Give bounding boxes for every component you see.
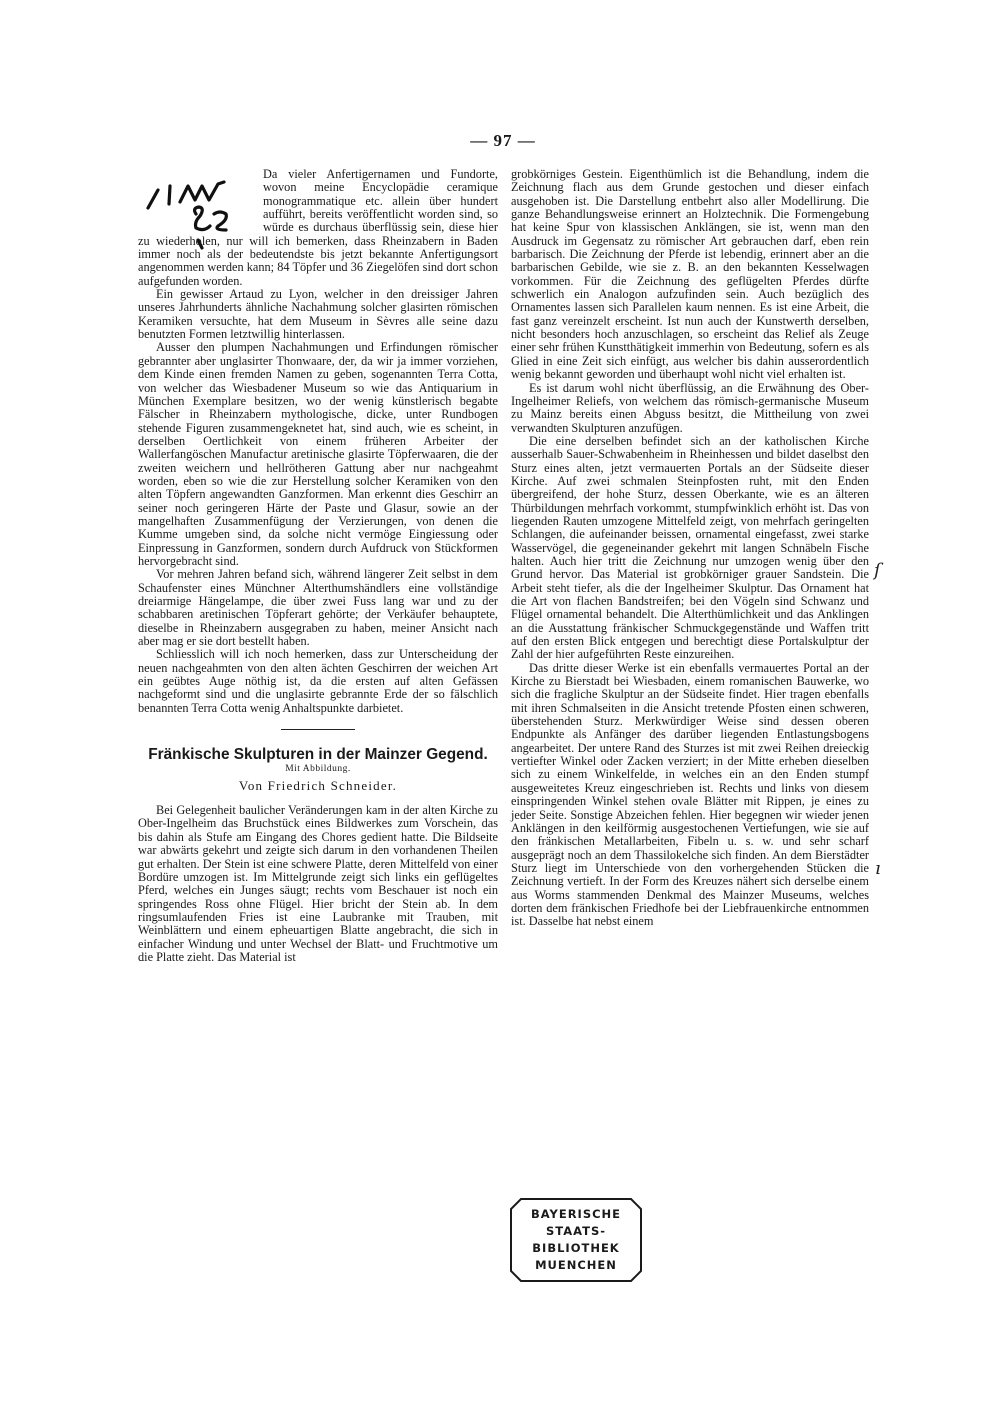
paragraph: grobkörniges Gestein. Eigenthümlich ist die Behandlung, indem die Zeichnung flach aus dem Grunde gestochen und dieser einfach ausgehoben ist. Die Darstellung entbehrt also aller Modellirung. Die ganze Behandlungsweise erinnert an Holztechnik. Die Formengebung hat keine Spur von klassischen Anklängen, sie ist, wenn man den Ausdruck im Gegensatz zu römischer Art gebrauchen darf, eben rein barbarisch. Die Zeichnung der Pferde ist lebendig, erinnert aber an die barbarischen Gebilde, wie sie z. B. an den bekannten Kesselwagen vorkommen. Für die Zeichnung des geflügelten Pferdes dürfte schwerlich ein Analogon aufzufinden sein. Auch bezüglich des Ornamentes lassen sich Parallelen kaum nennen. Es ist eine Arbeit, die fast ganz vereinzelt erscheint. Ist nun auch der Kunstwerth derselben, nicht besonders hoch anzuschlagen, so erscheint das Relief als Zeuge einer sehr frühen Kunstthätigkeit immerhin von Bedeutung, sofern es als Glied in eine Zeit sich einfügt, aus welcher bis dahin ausserordentlich wenig bekannt geworden und überhaupt wohl nicht viel erhalten ist.	[511, 167, 869, 382]
stamp-line: BAYERISCHE	[530, 1207, 622, 1221]
paragraph: Ausser den plumpen Nachahmungen und Erfindungen römischer gebrannter aber unglasirter Thonwaare, der, da wir ja immer vorziehen, dem Kinde einen fremden Namen zu geben, sogenannten Terra Cotta, von welcher das Wiesbadener Museum so wie das Antiquarium in München Exemplare besitzen, wo der wenig künstlerisch begabte Fälscher in Rheinzabern mythologische, dicke, unter Rundbogen stehende Figuren zusammengeknetet hat, sind auch, wie es scheint, in derselben Oertlichkeit von einem früheren Arbeiter der Wallerfangöschen Manufactur aretinische glasirte Töpferwaaren, die der zweiten weichern und hellrötheren Gattung aber nur nachgeahmt worden, eben so wie die zur Herstellung solcher Keramiken von den alten Töpfern angewandten Ganzformen. Man erkennt dies Geschirr an seiner noch geringeren Härte der Paste und Glasur, sowie an der mangelhaften Zusammenfügung der Verzierungen, von denen die Kumme umgeben sind, da solche nicht vermöge Eingiessung oder Einpressung in Ganzformen, sondern durch Aufdruck von Stückformen hervorgebracht sind.	[138, 340, 498, 568]
paragraph: Das dritte dieser Werke ist ein ebenfalls vermauertes Portal an der Kirche zu Bierstadt bei Wiesbaden, einem romanischen Bauwerke, wo sich die fragliche Skulptur an der Südseite findet. Hier tragen ebenfalls mit ihren Schmalseiten in die Ansicht tretende Pfosten einen schweren, überstehenden Sturz. Merkwürdiger Weise sind dessen oberen Endpunkte als Anfänger des darüber liegenden Entlastungsbogens angearbeitet. Der untere Rand des Sturzes ist mit zwei Reihen dreieckig vertiefter Winkel oder Zacken verziert; in der Mitte erheben dieselben sich zu einem Winkelfelde, in welches ein an den Enden stumpf ausgeweitetes Kreuz eingeschrieben ist. Rechts und links von diesem einspringenden Winkel stehen ovale Blätter mit Rippen, je eines zu jeder Seite. Sonstige Abzeichen fehlen. Hier begegnen wir wieder jenen Anklängen in den keilförmig ausgestochenen Vertiefungen, wie sie auf den fränkischen Metallarbeiten, Fibeln u. s. w. und sehr scharf ausgeprägt noch an dem Thassilokelche sich finden. An dem Bierstädter Sturz liegt im Unterschiede von den vorhergehenden Stücken die Zeichnung vertieft. In der Form des Kreuzes nähert sich derselbe einem aus Worms stammenden Denkmal des Mainzer Museums, welches dorten dem fränkischen Friedhofe bei der Liebfrauenkirche entnommen ist. Dasselbe hat nebst einem	[511, 660, 869, 929]
paragraph: Vor mehren Jahren befand sich, während längerer Zeit selbst in dem Schaufenster eines Münchner Alterthumshändlers eine vollständige dreiarmige Hängelampe, die über zwei Fuss lang war und zu der schabbaren aretinischen Töpferart gehörte; der Verkäufer behauptete, dieselbe in Rheinzabern ausgegraben zu haben, meiner Ansicht nach aber mag er sie dort bestellt haben.	[138, 567, 498, 649]
page-number: — 97 —	[470, 131, 536, 150]
right-column	[511, 168, 869, 929]
library-stamp	[509, 1197, 643, 1283]
article-title: Fränkische Skulpturen in der Mainzer Gegend.	[148, 746, 488, 764]
section-divider	[281, 729, 355, 730]
stamp-text	[509, 1197, 643, 1274]
paragraph: Die eine derselben befindet sich an der katholischen Kirche ausserhalb Sauer-Schwabenheim in Rheinhessen und bildet daselbst den Sturz eines alten, jetzt vermauerten Portals an der Südseite dieser Kirche. Auf zwei schmalen Steinpfosten ruht, mit den Enden übergreifend, der hohe Sturz, dessen Oberkante, wie es an älteren Thürbildungen mehrfach vorkommt, stumpfwinklich erhöht ist. Das von liegenden Rauten umzogene Mittelfeld zeigt, von mehrfach geringelten Schlangen, die aufeinander beissen, ornamental eingefasst, zwei starke Wasservögel, die gegeneinander gekehrt mit langen Schnäbeln Fische halten. Auch hier tritt die Zeichnung nur umzogen wenig über den Grund hervor. Das Material ist grobkörniger grauer Sandstein. Die Arbeit steht tiefer, als die der Ingelheimer Skulptur. Das Ornament hat die Art von flachen Bandstreifen; bei den Vögeln sind Schwanz und Flügel ornamental behandelt. Die Alterthümlichkeit und das Anklingen an die Ausstattung fränkischer Schmuckgegenstände und Waffen tritt auf den ersten Blick entgegen und berechtigt diese Portalskulptur der Zahl der hier aufgeführten Reste einzureihen.	[511, 433, 869, 662]
paragraph: Da vieler Anfertigernamen und Fundorte, wovon meine Encyclopädie ceramique monogrammatique etc. allein über hundert aufführt, bereits veröffentlicht worden sind, so würde es durchaus überflüssig sein, diese hier zu wiederholen, nur will ich bemerken, dass Rheinzabern in Baden immer noch als der bedeutendste bis jetzt bekannte Anfertigungsort angenommen werden kann; 84 Töpfer und 36 Ziegelöfen sind dort schon aufgefunden worden.	[138, 167, 498, 288]
stamp-line: BIBLIOTHEK	[532, 1241, 620, 1255]
handwritten-mark-space	[138, 168, 263, 233]
stamp-line: STAATS-	[545, 1224, 607, 1238]
stamp-line: MUENCHEN	[535, 1258, 617, 1272]
margin-mark: ſ	[874, 560, 881, 581]
paragraph: Schliesslich will ich noch hemerken, dass zur Unterscheidung der neuen nachgeahmten von den alten ächten Geschirren der weichen Art ein geübtes Auge nöthig ist, da die ersten auf alten Gefässen nachgeformt sind und die unglasirte gebrannte Erde der so fälschlich benannten Terra Cotta wenig Anhaltspunkte darbietet.	[138, 647, 498, 715]
left-column	[138, 168, 498, 964]
paragraph: Es ist darum wohl nicht überflüssig, an die Erwähnung des Ober-Ingelheimer Reliefs, von welchem das römisch-germanische Museum zu Mainz bereits einen Abguss besitzt, die Mittheilung von zwei verwandten Skulpturen anzufügen.	[511, 380, 869, 435]
article-author: Von Friedrich Schneider.	[238, 777, 398, 793]
margin-mark: ı	[875, 858, 881, 879]
paragraph: Bei Gelegenheit baulicher Veränderungen kam in der alten Kirche zu Ober-Ingelheim das Bruchstück eines Bildwerkes zum Vorschein, das bis dahin als Stufe am Eingang des Chores gedient hatte. Die Bildseite war abwärts gekehrt und zeigte sich darum in den vorhandenen Theilen gut erhalten. Der Stein ist eine schwere Platte, deren Mittelfeld von einer Bordüre umzogen ist. Im Mittelgrunde zeigt sich links ein geflügeltes Pferd, welches ein Junges säugt; rechts vom Beschauer ist noch ein springendes Ross ohne Flügel. Hier bricht der Stein ab. In dem ringsumlaufenden Fries ist eine Laubranke mit Trauben, mit Weinblättern und einem epheuartigen Blatte angebracht, die sich in einfacher Windung und unter Wechsel der Blatt- und Fruchtmotive um die Platte zieht. Das Material ist	[138, 803, 498, 964]
paragraph: Ein gewisser Artaud zu Lyon, welcher in den dreissiger Jahren unseres Jahrhunderts ähnliche Nachahmung solcher glasirten römischen Keramiken versuchte, hat dem Museum in Sèvres alle seine dazu benutzten Formen letztwillig hinterlassen.	[138, 287, 498, 342]
article-subtitle: Mit Abbildung.	[285, 764, 351, 775]
